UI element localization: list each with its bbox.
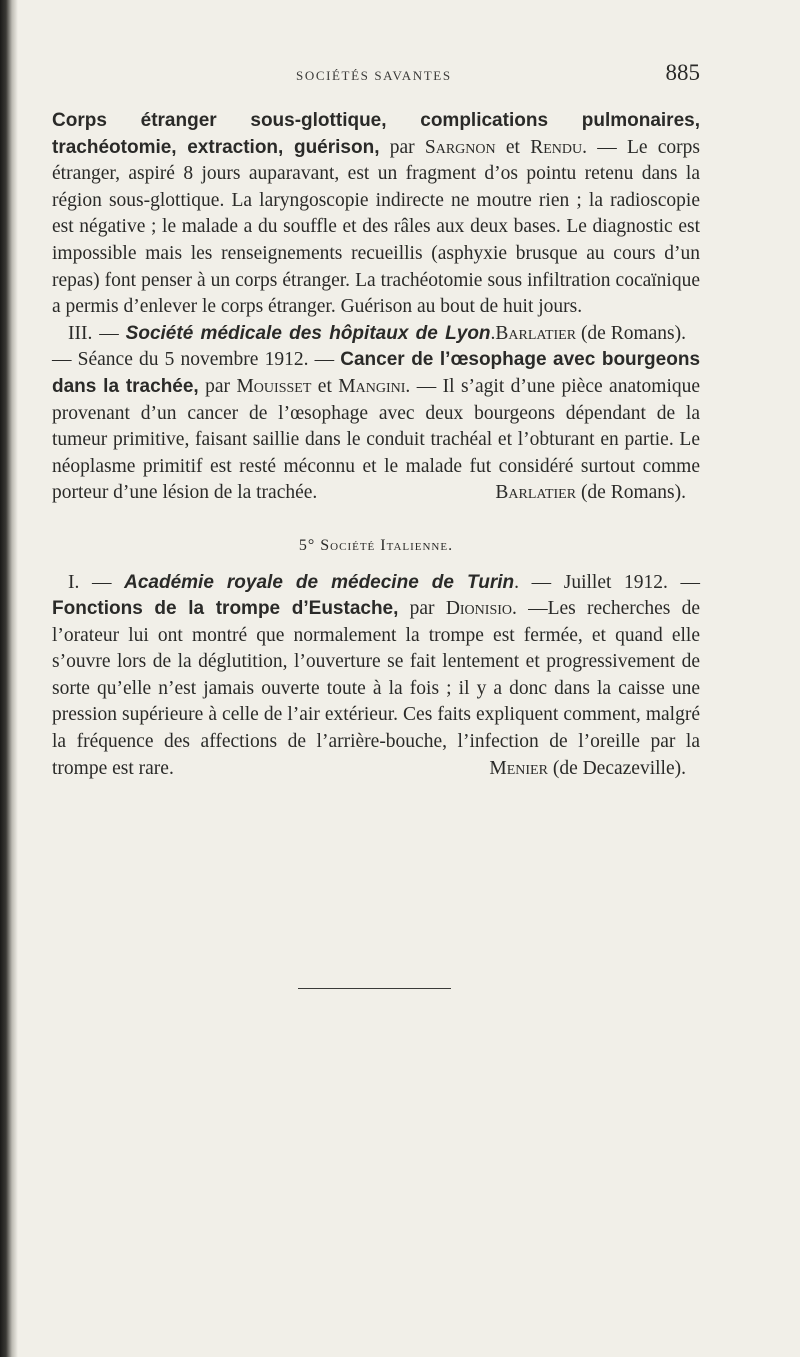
entry-turin: [52, 570, 700, 783]
by-word: par: [205, 375, 231, 397]
and-word: et: [505, 136, 520, 158]
dash: —: [680, 571, 701, 593]
by-word: par: [389, 136, 415, 158]
author-name: Mouisset: [236, 375, 312, 397]
signature-place: (de Romans).: [580, 482, 686, 504]
society-name: Société médicale des hôpitaux de Lyon: [125, 322, 491, 344]
entry-text: . —Les recherches de l’orateur lui ont montré que normalement la trompe est fermée, et quand elle s’ouvre lors de la déglutition, l’ouverture se fait lentement et progressivement de sorte qu’elle n’est jamais ouverte toute à la fois ; il y a donc dans la caisse une pression supérieure à celle de l’air extérieur. Ces faits expliquent comment, malgré la fréquence des affections de l’arrière-bouche, l’infection de l’oreille par la trompe est rare.: [52, 598, 701, 779]
by-word: par: [409, 598, 435, 620]
signature-name: Barlatier: [495, 482, 577, 504]
author-name: Dionisio: [445, 598, 512, 620]
meeting-date: . — Séance du 5 novembre 1912. —: [52, 322, 496, 371]
page-number: 885: [665, 60, 700, 85]
author-name: Sargnon: [424, 136, 496, 158]
signature-place: (de Decazeville).: [552, 757, 686, 779]
and-word: et: [317, 375, 332, 397]
entry-title: Fonctions de la trompe d’Eustache,: [52, 598, 399, 620]
signature-name: Menier: [489, 757, 548, 779]
signature-place: (de Romans).: [580, 322, 686, 344]
page-header: [52, 60, 700, 90]
entry-text: . — Le corps étranger, aspiré 8 jours auparavant, est un fragment d’os pointu retenu dans la région sous-glottique. La laryngoscopie indirecte ne moutre rien ; la radioscopie est négative ; le malade a du souffle et des râles aux deux bases. Le diagnostic est impossible mais les renseignements recueillis (asphyxie brusque au cours d’un repas) font penser à un corps étranger. La trachéotomie sous infiltration cocaïnique a permis d’enlever le corps étranger. Guérison au bout de huit jours.: [52, 136, 701, 318]
entry-text: . — Il s’agit d’une pièce anatomique provenant d’un cancer de l’œsophage avec deux bourgeons dépendant de la tumeur primitive, faisant saillie dans le conduit trachéal et l’obturant en partie. Le néoplasme primitif est resté méconnu et le malade fut considéré surtout comme porteur d’une lésion de la trachée.: [52, 375, 701, 504]
page-binding-edge: [0, 0, 18, 1357]
article-body: [52, 108, 700, 782]
entry-title: Corps étranger sous-glottique, complications pulmonaires, trachéotomie, extraction, guérison,: [52, 110, 700, 158]
section-heading: [52, 533, 700, 560]
signature-name: Barlatier: [495, 322, 577, 344]
author-name: Rendu: [530, 136, 583, 158]
meeting-date: . — Juillet 1912.: [514, 571, 668, 593]
entry-title: Cancer de l’œsophage avec bourgeons dans la trachée,: [52, 349, 701, 397]
author-name: Mangini: [338, 375, 406, 397]
signature: [495, 321, 686, 348]
end-rule: [298, 988, 451, 989]
entry-lyon: [52, 321, 700, 507]
entry-prefix: III. —: [68, 322, 119, 344]
section-number: 5°: [298, 536, 316, 554]
entry-prefix: I. —: [68, 571, 112, 593]
running-head: SOCIÉTÉS SAVANTES: [296, 68, 452, 83]
section-title: Société Italienne.: [320, 536, 454, 554]
signature: [479, 480, 686, 507]
signature: [473, 756, 686, 783]
society-name: Académie royale de médecine de Turin: [124, 571, 515, 593]
